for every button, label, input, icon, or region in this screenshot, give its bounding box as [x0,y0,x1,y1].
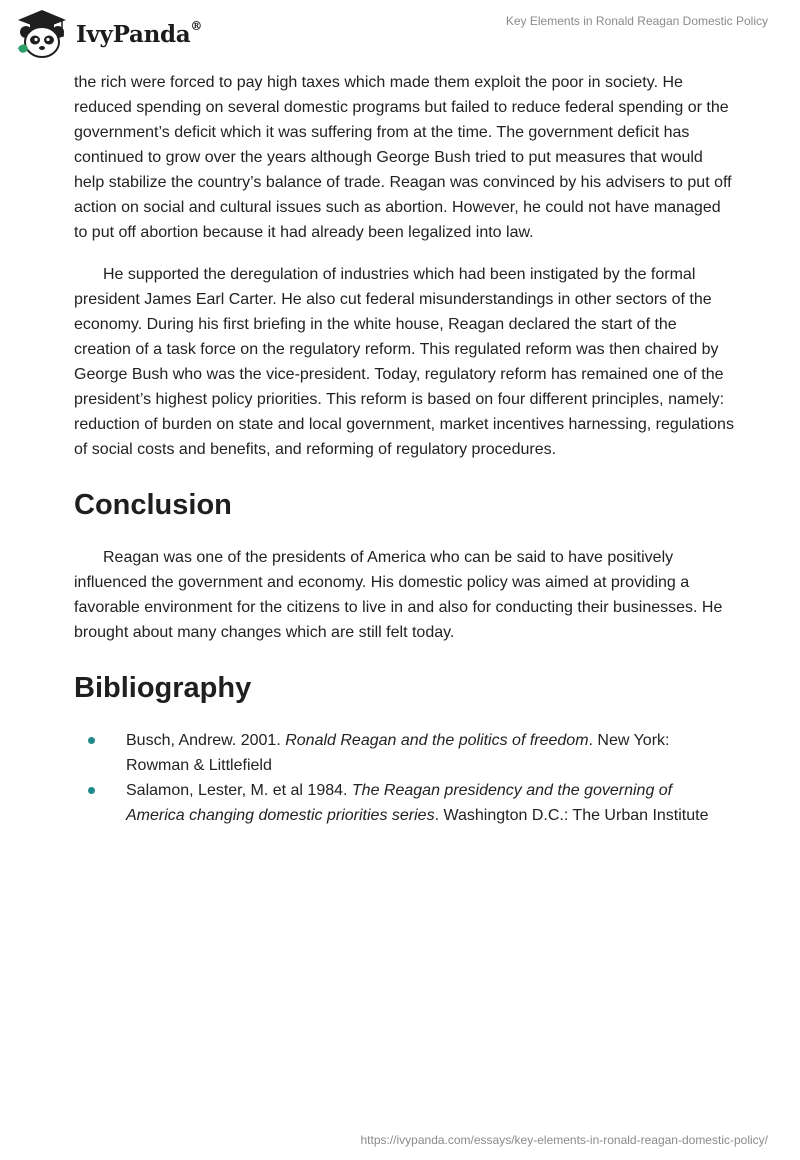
bibliography-list [74,728,734,828]
logo-text: IvyPanda [76,20,191,48]
conclusion-heading: Conclusion [74,489,232,521]
bullet-icon [88,737,95,744]
entry-author: Busch, Andrew. 2001. [126,732,286,749]
paragraph-1: the rich were forced to pay high taxes which made them exploit the poor in society. He reduced spending on several domestic programs but failed to reduce federal spending or the government’s deficit which it was suffering from at the time. The government deficit has continued to grow over the years although George Bush tried to put measures that would help stabilize the country’s balance of trade. Reagan was convinced by his advisers to put off action on social and cultural issues such as abortion. However, he could not have managed to put off abortion because it had already been legalized into law. [74,74,732,241]
entry-publisher: . Washington D.C.: The Urban Institute [434,807,709,824]
ivypanda-logo[interactable] [14,8,202,60]
paragraph-2: He supported the deregulation of industries which had been instigated by the formal president James Earl Carter. He also cut federal misunderstandings in other sectors of the economy. During his first briefing in the white house, Reagan declared the start of the creation of a task force on the regulatory reform. This regulated reform was then chaired by George Bush who was the vice-president. Today, regulatory reform has remained one of the president’s highest policy priorities. This reform is based on four different principles, namely: reduction of burden on state and local government, market incentives harnessing, regulations of social costs and benefits, and reforming of regulatory procedures. [74,266,734,458]
entry-title: The Reagan presidency and the governing of America changing domestic priorities series [126,782,673,824]
bullet-icon [88,787,95,794]
document-title: Key Elements in Ronald Reagan Domestic Policy [505,14,768,28]
source-url[interactable]: https://ivypanda.com/essays/key-elements-in-ronald-reagan-domestic-policy/ [360,1133,768,1147]
entry-author: Salamon, Lester, M. et al 1984. [126,782,352,799]
panda-graduate-icon [14,8,70,60]
entry-title: Ronald Reagan and the politics of freedom [285,732,589,749]
bibliography-entry [74,778,734,828]
bibliography-heading: Bibliography [74,672,252,704]
conclusion-paragraph: Reagan was one of the presidents of America who can be said to have positively influenced the government and economy. His domestic policy was aimed at providing a favorable environment for the citizens to live in and also for conducting their businesses. He brought about many changes which are still felt today. [74,549,723,641]
essay-content [74,70,734,828]
registered-mark: ® [190,18,203,33]
entry-publisher: . New York: Rowman & Littlefield [126,732,670,774]
page-header [0,0,800,70]
bibliography-entry [74,728,734,778]
